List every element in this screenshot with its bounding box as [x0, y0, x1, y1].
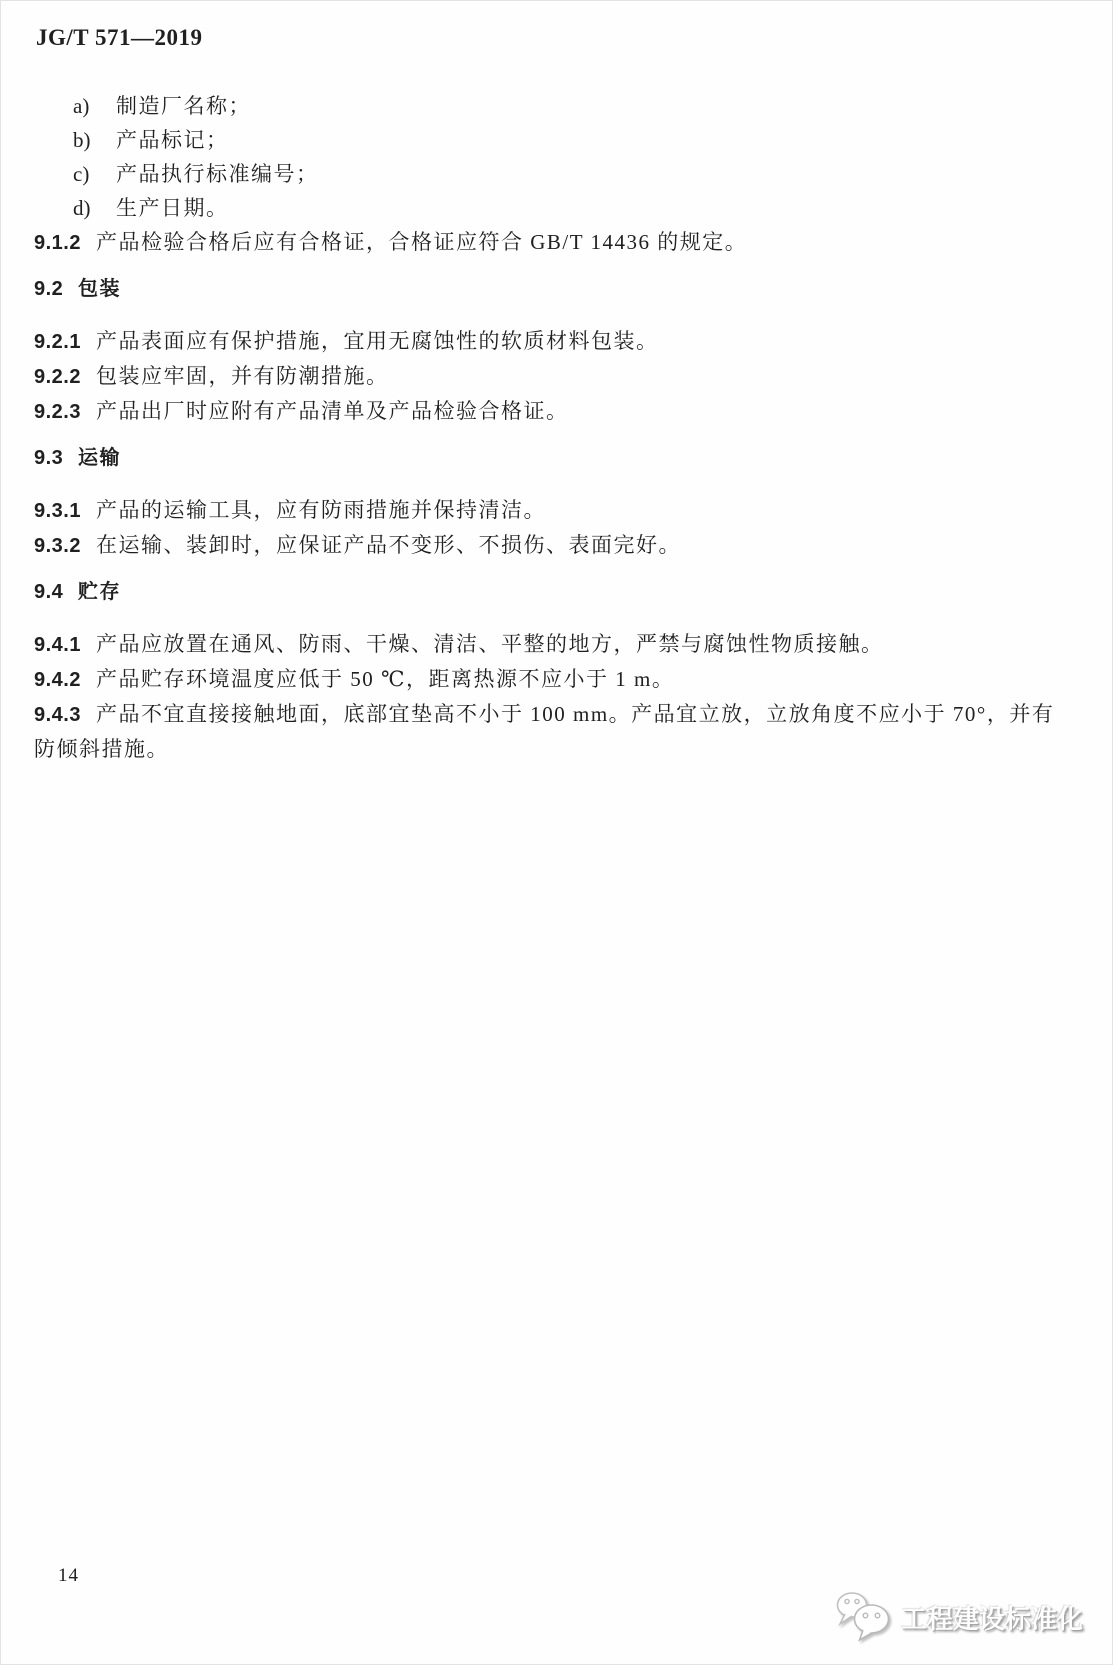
watermark	[835, 1591, 1083, 1643]
clause-text: 在运输、装卸时，应保证产品不变形、不损伤、表面完好。	[96, 533, 681, 557]
section-heading-9-2	[34, 272, 1072, 306]
section-number: 9.2	[34, 278, 64, 300]
clause-number: 9.4.1	[34, 634, 81, 656]
clause-text: 产品应放置在通风、防雨、干燥、清洁、平整的地方，严禁与腐蚀性物质接触。	[96, 632, 884, 656]
clause-9-4-2	[34, 662, 1072, 697]
clause-9-2-3	[34, 394, 1072, 429]
clause-9-4-1	[34, 627, 1072, 662]
clause-text: 产品不宜直接接触地面，底部宜垫高不小于 100 mm。产品宜立放，立放角度不应小于 70°，并有	[96, 702, 1055, 726]
clause-text: 产品检验合格后应有合格证，合格证应符合 GB/T 14436 的规定。	[96, 230, 748, 254]
list-item	[34, 89, 1072, 123]
clause-9-2-2	[34, 359, 1072, 394]
list-item-text: 制造厂名称；	[116, 94, 251, 118]
clause-9-4-3	[34, 697, 1072, 766]
clause-number: 9.4.2	[34, 669, 81, 691]
clause-text-continuation: 防倾斜措施。	[34, 737, 169, 761]
standard-code: JG/T 571—2019	[36, 25, 203, 50]
page-number: 14	[58, 1565, 79, 1586]
clause-9-1-2	[34, 225, 1072, 260]
clause-text: 产品贮存环境温度应低于 50 ℃，距离热源不应小于 1 m。	[96, 667, 675, 691]
clause-number: 9.2.2	[34, 366, 81, 388]
list-item-label: b)	[73, 128, 91, 152]
clause-9-3-1	[34, 493, 1072, 528]
list-item-text: 产品标记；	[116, 128, 229, 152]
list-item	[34, 123, 1072, 157]
list-item-label: c)	[73, 162, 90, 186]
document-body	[34, 89, 1072, 766]
clause-text: 产品的运输工具，应有防雨措施并保持清洁。	[96, 498, 546, 522]
section-heading-9-3	[34, 441, 1072, 475]
clause-number: 9.2.1	[34, 331, 81, 353]
marking-list	[34, 89, 1072, 225]
list-item-label: d)	[73, 196, 91, 220]
clause-number: 9.4.3	[34, 704, 81, 726]
wechat-bubbles-icon	[835, 1591, 891, 1643]
section-title: 贮存	[78, 581, 121, 603]
section-heading-9-4	[34, 575, 1072, 609]
clause-text: 产品表面应有保护措施，宜用无腐蚀性的软质材料包装。	[96, 329, 659, 353]
list-item	[34, 157, 1072, 191]
section-number: 9.3	[34, 447, 64, 469]
section-number: 9.4	[34, 581, 64, 603]
section-title: 包装	[78, 278, 121, 300]
clause-9-3-2	[34, 528, 1072, 563]
list-item-text: 生产日期。	[116, 196, 229, 220]
clause-number: 9.1.2	[34, 232, 81, 254]
clause-9-2-1	[34, 324, 1072, 359]
clause-text: 产品出厂时应附有产品清单及产品检验合格证。	[96, 399, 569, 423]
clause-number: 9.3.2	[34, 535, 81, 557]
clause-text: 包装应牢固，并有防潮措施。	[96, 364, 389, 388]
list-item-label: a)	[73, 94, 90, 118]
watermark-text: 工程建设标准化	[901, 1603, 1084, 1634]
clause-number: 9.2.3	[34, 401, 81, 423]
list-item-text: 产品执行标准编号；	[116, 162, 319, 186]
clause-number: 9.3.1	[34, 500, 81, 522]
list-item	[34, 191, 1072, 225]
section-title: 运输	[78, 447, 121, 469]
